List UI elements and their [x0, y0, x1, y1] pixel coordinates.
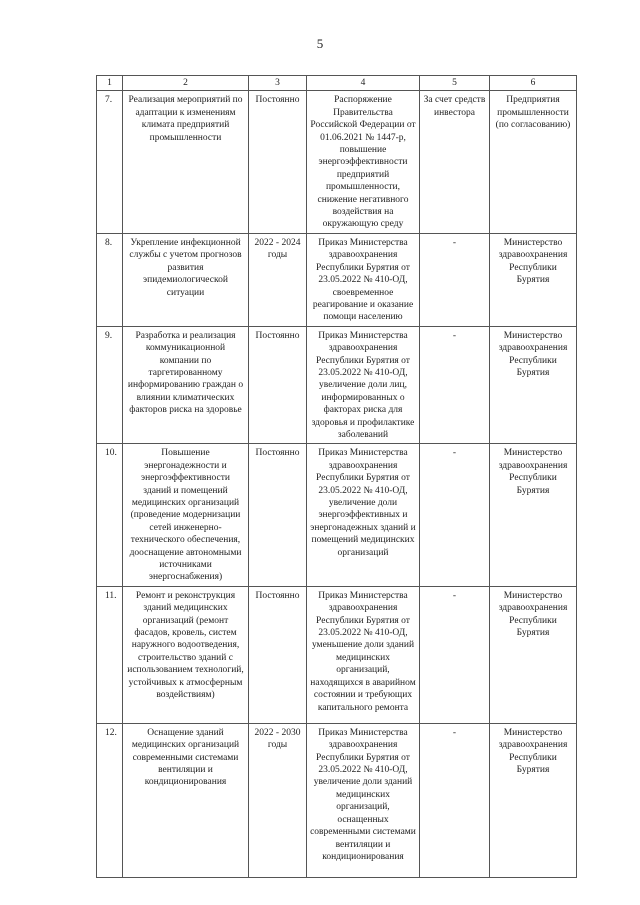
document-cell: Приказ Министерства здравоохранения Республики Бурятия от 23.05.2022 № 410-ОД, уменьшение доли зданий медицинских организаций, находящихся в аварийном состоянии и требующих капитального ремонта	[307, 586, 420, 723]
funding-cell: -	[420, 444, 490, 586]
header-cell: 4	[307, 76, 420, 91]
header-cell: 5	[420, 76, 490, 91]
row-number: 12.	[97, 723, 123, 877]
measure-cell: Оснащение зданий медицинских организаций современными системами вентиляции и кондиционирования	[123, 723, 249, 877]
header-cell: 3	[249, 76, 307, 91]
document-cell: Приказ Министерства здравоохранения Республики Бурятия от 23.05.2022 № 410-ОД, увеличение доли зданий медицинских организаций, оснащенных современными системами вентиляции и кондиционирования	[307, 723, 420, 877]
document-cell: Приказ Министерства здравоохранения Республики Бурятия от 23.05.2022 № 410-ОД, увеличение доли лиц, информированных о факторах риска для здоровья и профилактике заболеваний	[307, 326, 420, 444]
header-cell: 2	[123, 76, 249, 91]
executor-cell: Министерство здравоохранения Республики Бурятия	[490, 586, 577, 723]
header-cell: 6	[490, 76, 577, 91]
measure-cell: Реализация мероприятий по адаптации к изменениям климата предприятий промышленности	[123, 91, 249, 233]
page-number: 5	[316, 36, 324, 51]
term-cell: Постоянно	[249, 444, 307, 586]
funding-cell: -	[420, 723, 490, 877]
measure-cell: Ремонт и реконструкция зданий медицинских организаций (ремонт фасадов, кровель, систем наружного водоотведения, строительство зданий с использованием технологий, устойчивых к атмосферным воздействиям)	[123, 586, 249, 723]
table-row	[97, 444, 577, 586]
executor-cell: Министерство здравоохранения Республики Бурятия	[490, 233, 577, 326]
funding-cell: За счет средств инвестора	[420, 91, 490, 233]
executor-cell: Предприятия промышленности (по согласованию)	[490, 91, 577, 233]
table-header-row	[97, 76, 577, 91]
row-number: 11.	[97, 586, 123, 723]
document-cell: Приказ Министерства здравоохранения Республики Бурятия от 23.05.2022 № 410-ОД, увеличение доли энергоэффективных и энергонадежных зданий и помещений медицинских организаций	[307, 444, 420, 586]
term-cell: Постоянно	[249, 586, 307, 723]
row-number: 8.	[97, 233, 123, 326]
term-cell: 2022 - 2030 годы	[249, 723, 307, 877]
funding-cell: -	[420, 233, 490, 326]
measure-cell: Повышение энергонадежности и энергоэффективности зданий и помещений медицинских организаций (проведение модернизации сетей инженерно-технического обеспечения, дооснащение автономными источниками энергоснабжения)	[123, 444, 249, 586]
row-number: 9.	[97, 326, 123, 444]
executor-cell: Министерство здравоохранения Республики Бурятия	[490, 326, 577, 444]
term-cell: Постоянно	[249, 91, 307, 233]
row-number: 7.	[97, 91, 123, 233]
measure-cell: Разработка и реализация коммуникационной компании по таргетированному информированию граждан о влиянии климатических факторов риска на здоровье	[123, 326, 249, 444]
executor-cell: Министерство здравоохранения Республики Бурятия	[490, 723, 577, 877]
document-cell: Приказ Министерства здравоохранения Республики Бурятия от 23.05.2022 № 410-ОД, своевременное реагирование и оказание помощи населению	[307, 233, 420, 326]
table-row	[97, 723, 577, 877]
measure-cell: Укрепление инфекционной службы с учетом прогнозов развития эпидемиологической ситуации	[123, 233, 249, 326]
table-row	[97, 91, 577, 233]
measures-table	[96, 75, 577, 878]
table-row	[97, 233, 577, 326]
funding-cell: -	[420, 326, 490, 444]
table-row	[97, 326, 577, 444]
executor-cell: Министерство здравоохранения Республики Бурятия	[490, 444, 577, 586]
term-cell: Постоянно	[249, 326, 307, 444]
funding-cell: -	[420, 586, 490, 723]
row-number: 10.	[97, 444, 123, 586]
table-row	[97, 586, 577, 723]
header-cell: 1	[97, 76, 123, 91]
document-cell: Распоряжение Правительства Российской Федерации от 01.06.2021 № 1447-р, повышение энергоэффективности предприятий промышленности, снижение негативного воздействия на окружающую среду	[307, 91, 420, 233]
term-cell: 2022 - 2024 годы	[249, 233, 307, 326]
